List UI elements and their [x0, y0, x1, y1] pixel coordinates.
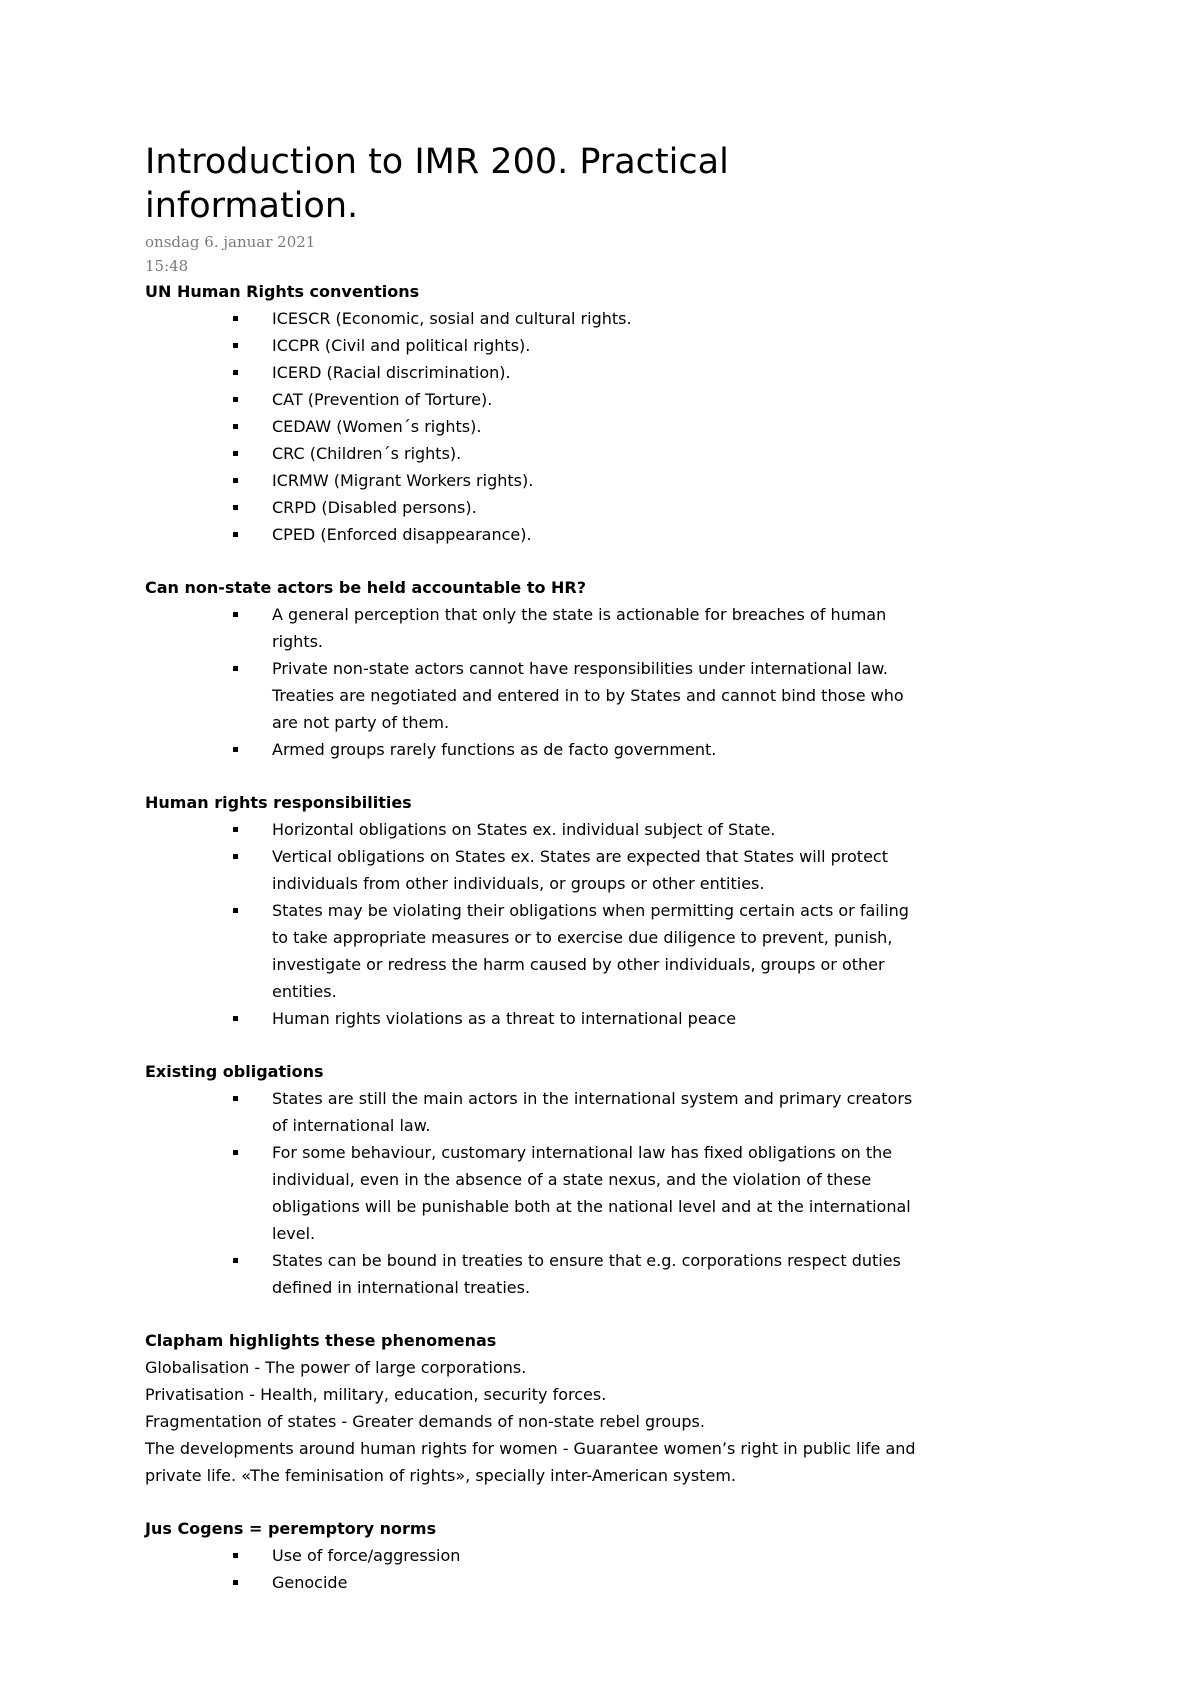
list-item [145, 1085, 1065, 1139]
list-item [145, 1247, 1065, 1301]
section-heading-un-conventions: UN Human Rights conventions [145, 282, 420, 301]
square-bullet-icon [233, 827, 238, 832]
list-item [145, 467, 1065, 494]
paragraph-line: The developments around human rights for women - Guarantee women’s right in public life and private life. «The feminisation of rights», specially inter-American system. [145, 1439, 916, 1485]
square-bullet-icon [233, 1096, 238, 1101]
square-bullet-icon [233, 666, 238, 671]
spacer [145, 763, 1065, 789]
list-item-text: Private non-state actors cannot have responsibilities under international law. Treaties are negotiated and entered in to by States and cannot bind those who are not party of them. [272, 659, 904, 732]
square-bullet-icon [233, 451, 238, 456]
list-item-text: CRC (Children´s rights). [272, 444, 462, 463]
section-heading-hr-responsibilities: Human rights responsibilities [145, 793, 412, 812]
list-item [145, 736, 1065, 763]
list-item [145, 1569, 1065, 1596]
list-item-text: For some behaviour, customary international law has fixed obligations on the individual, even in the absence of a state nexus, and the violation of these obligations will be punishable both at the national level and at the international level. [272, 1143, 911, 1243]
square-bullet-icon [233, 505, 238, 510]
list-item [145, 1542, 1065, 1569]
square-bullet-icon [233, 343, 238, 348]
list-item [145, 816, 1065, 843]
square-bullet-icon [233, 1258, 238, 1263]
list-item [145, 1139, 1065, 1247]
spacer [145, 1032, 1065, 1058]
list-item-text: ICCPR (Civil and political rights). [272, 336, 531, 355]
square-bullet-icon [233, 612, 238, 617]
page-title: Introduction to IMR 200. Practical information. [145, 142, 729, 226]
section-heading-jus-cogens: Jus Cogens = peremptory norms [145, 1519, 437, 1538]
paragraph-line: Privatisation - Health, military, education, security forces. [145, 1385, 607, 1404]
list-item-text: CEDAW (Women´s rights). [272, 417, 482, 436]
list-item-text: Vertical obligations on States ex. States are expected that States will protect individuals from other individuals, or groups or other entities. [272, 847, 888, 893]
square-bullet-icon [233, 397, 238, 402]
square-bullet-icon [233, 316, 238, 321]
bullet-list-hr-responsibilities [145, 816, 1065, 1032]
square-bullet-icon [233, 1016, 238, 1021]
square-bullet-icon [233, 854, 238, 859]
list-item-text: States can be bound in treaties to ensure that e.g. corporations respect duties defined in international treaties. [272, 1251, 901, 1297]
document-page [145, 140, 1065, 1596]
list-item [145, 440, 1065, 467]
list-item [145, 305, 1065, 332]
square-bullet-icon [233, 1553, 238, 1558]
square-bullet-icon [233, 424, 238, 429]
note-time: 15:48 [145, 257, 189, 275]
list-item-text: ICERD (Racial discrimination). [272, 363, 511, 382]
list-item-text: ICESCR (Economic, sosial and cultural rights. [272, 309, 632, 328]
list-item [145, 521, 1065, 548]
list-item [145, 359, 1065, 386]
list-item [145, 494, 1065, 521]
square-bullet-icon [233, 747, 238, 752]
list-item-text: Horizontal obligations on States ex. individual subject of State. [272, 820, 776, 839]
section-heading-non-state-actors: Can non-state actors be held accountable to HR? [145, 578, 587, 597]
square-bullet-icon [233, 370, 238, 375]
list-item [145, 843, 1065, 897]
section-heading-clapham: Clapham highlights these phenomenas [145, 1331, 497, 1350]
list-item [145, 1005, 1065, 1032]
spacer [145, 1301, 1065, 1327]
list-item-text: A general perception that only the state is actionable for breaches of human rights. [272, 605, 887, 651]
list-item-text: CAT (Prevention of Torture). [272, 390, 493, 409]
list-item [145, 897, 1065, 1005]
list-item-text: Use of force/aggression [272, 1546, 461, 1565]
note-date: onsdag 6. januar 2021 [145, 233, 316, 251]
list-item-text: Armed groups rarely functions as de facto government. [272, 740, 717, 759]
list-item-text: Human rights violations as a threat to international peace [272, 1009, 737, 1028]
bullet-list-un-conventions [145, 305, 1065, 548]
list-item [145, 332, 1065, 359]
list-item-text: CRPD (Disabled persons). [272, 498, 477, 517]
paragraph-line: Fragmentation of states - Greater demands of non-state rebel groups. [145, 1412, 705, 1431]
bullet-list-existing-obligations [145, 1085, 1065, 1301]
square-bullet-icon [233, 1150, 238, 1155]
list-item-text: CPED (Enforced disappearance). [272, 525, 532, 544]
list-item-text: States may be violating their obligations when permitting certain acts or failing to take appropriate measures or to exercise due diligence to prevent, punish, investigate or redress the harm caused by other individuals, groups or other entities. [272, 901, 909, 1001]
list-item-text: Genocide [272, 1573, 348, 1592]
spacer [145, 548, 1065, 574]
bullet-list-non-state-actors [145, 601, 1065, 763]
list-item [145, 601, 1065, 655]
square-bullet-icon [233, 532, 238, 537]
list-item-text: ICRMW (Migrant Workers rights). [272, 471, 534, 490]
section-heading-existing-obligations: Existing obligations [145, 1062, 324, 1081]
bullet-list-jus-cogens [145, 1542, 1065, 1596]
spacer [145, 1489, 1065, 1515]
square-bullet-icon [233, 908, 238, 913]
list-item [145, 655, 1065, 736]
list-item-text: States are still the main actors in the international system and primary creators of international law. [272, 1089, 913, 1135]
paragraph-line: Globalisation - The power of large corporations. [145, 1358, 527, 1377]
square-bullet-icon [233, 1580, 238, 1585]
list-item [145, 413, 1065, 440]
list-item [145, 386, 1065, 413]
square-bullet-icon [233, 478, 238, 483]
